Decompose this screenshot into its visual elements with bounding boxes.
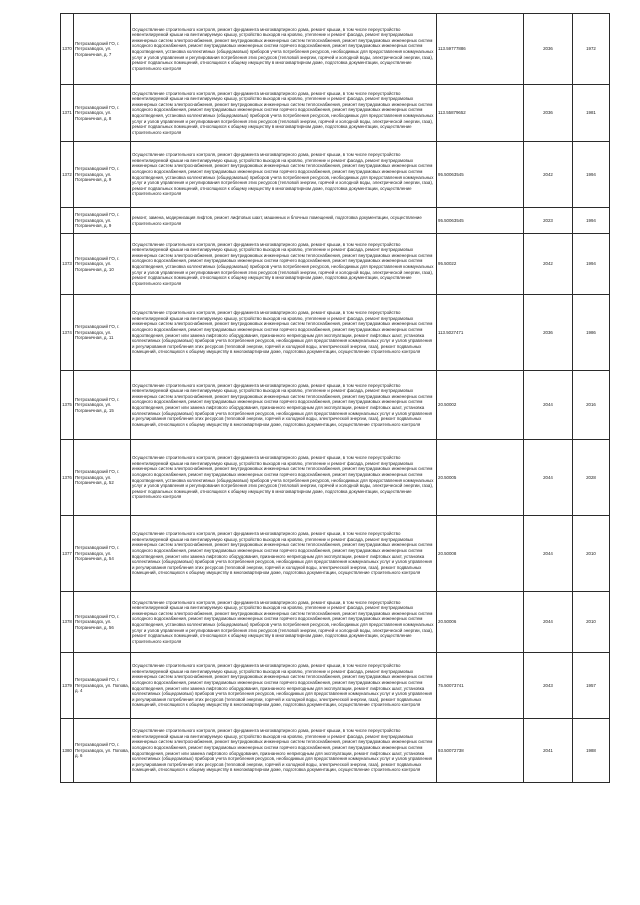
address-cell: Петрозаводский ГО, г. Петрозаводск, ул. Пограничная, д. 9 bbox=[74, 208, 131, 234]
work-description-cell: Осуществление строительного контроля, ремонт фундамента многоквартирного дома, ремонт крыши, в том числе переустройство невентилируемой крыши на вентилируемую крышу, устройство выходов на кровлю, утепление и ремонт фасада, ремонт внутридомовых инженерных систем электроснабжения, ремонт внутридомовых инженерных систем теплоснабжения, ремонт внутридомовых инженерных систем холодного водоснабжения, ремонт внутридомовых инженерных систем горячего водоснабжения, ремонт внутридомовых инженерных систем водоотведения, установка коллективных (общедомовых) приборов учета потребления ресурсов, необходимых для предоставления коммунальных услуг и узлов управления и регулирования потребления этих ресурсов (тепловой энергии, горячей и холодной воды, электрической энергии, газа), ремонт подвальных помещений, относящихся к общему имуществу в многоквартирном доме, подготовка документации, осуществление строительного контроля bbox=[131, 142, 437, 208]
table-row bbox=[61, 653, 610, 719]
build-year-cell: 1957 bbox=[573, 653, 610, 719]
build-year-cell: 1988 bbox=[573, 719, 610, 783]
work-description-cell: Осуществление строительного контроля, ремонт фундамента многоквартирного дома, ремонт крыши, в том числе переустройство невентилируемой крыши на вентилируемую крышу, устройство выходов на кровлю, утепление и ремонт фасада, ремонт внутридомовых инженерных систем электроснабжения, ремонт внутридомовых инженерных систем теплоснабжения, ремонт внутридомовых инженерных систем холодного водоснабжения, ремонт внутридомовых инженерных систем горячего водоснабжения, ремонт внутридомовых инженерных систем водоотведения, ремонт или замена лифтового оборудования, признанного непригодным для эксплуатации, ремонт лифтовых шахт, установка коллективных (общедомовых) приборов учета потребления ресурсов, необходимых для предоставления коммунальных услуг и узлов управления и регулирования потребления этих ресурсов (тепловой энергии, горячей и холодной воды, электрической энергии, газа), ремонт подвальных помещений, относящихся к общему имуществу в многоквартирном доме, подготовка документации, осуществление строительного контроля bbox=[131, 295, 437, 371]
planned-year-cell: 2023 bbox=[524, 208, 573, 234]
address-cell: Петрозаводский ГО, г. Петрозаводск, ул. Попова, д. 4 bbox=[74, 653, 131, 719]
work-description-cell: Осуществление строительного контроля, ремонт фундамента многоквартирного дома, ремонт крыши, в том числе переустройство невентилируемой крыши на вентилируемую крышу, устройство выходов на кровлю, утепление и ремонт фасада, ремонт внутридомовых инженерных систем электроснабжения, ремонт внутридомовых инженерных систем теплоснабжения, ремонт внутридомовых инженерных систем холодного водоснабжения, ремонт внутридомовых инженерных систем горячего водоснабжения, ремонт внутридомовых инженерных систем водоотведения, ремонт или замена лифтового оборудования, признанного непригодным для эксплуатации, ремонт лифтовых шахт, установка коллективных (общедомовых) приборов учета потребления ресурсов, необходимых для предоставления коммунальных услуг и узлов управления и регулирования потребления этих ресурсов (тепловой энергии, горячей и холодной воды, электрической энергии, газа), ремонт подвальных помещений, относящихся к общему имуществу в многоквартирном доме, подготовка документации, осуществление строительного контроля bbox=[131, 371, 437, 440]
work-description-cell: Осуществление строительного контроля, ремонт фундамента многоквартирного дома, ремонт крыши, в том числе переустройство невентилируемой крыши на вентилируемую крышу, устройство выходов на кровлю, утепление и ремонт фасада, ремонт внутридомовых инженерных систем электроснабжения, ремонт внутридомовых инженерных систем теплоснабжения, ремонт внутридомовых инженерных систем холодного водоснабжения, ремонт внутридомовых инженерных систем горячего водоснабжения, ремонт внутридомовых инженерных систем водоотведения, установка коллективных (общедомовых) приборов учета потребления ресурсов, необходимых для предоставления коммунальных услуг и узлов управления и регулирования потребления этих ресурсов (тепловой энергии, горячей и холодной воды, электрической энергии, газа), ремонт подвальных помещений, относящихся к общему имуществу в многоквартирном доме, подготовка документации, осуществление строительного контроля bbox=[131, 234, 437, 295]
row-number: 1377 bbox=[61, 516, 74, 592]
table-row bbox=[61, 234, 610, 295]
build-year-cell: 1981 bbox=[573, 85, 610, 142]
row-number: 1373 bbox=[61, 234, 74, 295]
build-year-cell: 2010 bbox=[573, 592, 610, 653]
build-year-cell: 1994 bbox=[573, 142, 610, 208]
row-number: 1374 bbox=[61, 295, 74, 371]
table-row bbox=[61, 208, 610, 234]
address-cell: Петрозаводский ГО, г. Петрозаводск, ул. Пограничная, д. 56 bbox=[74, 592, 131, 653]
cost-cell: 95.50022 bbox=[437, 234, 524, 295]
cost-cell: 95.50063545 bbox=[437, 208, 524, 234]
work-description-cell: Осуществление строительного контроля, ремонт фундамента многоквартирного дома, ремонт крыши, в том числе переустройство невентилируемой крыши на вентилируемую крышу, устройство выходов на кровлю, утепление и ремонт фасада, ремонт внутридомовых инженерных систем электроснабжения, ремонт внутридомовых инженерных систем теплоснабжения, ремонт внутридомовых инженерных систем холодного водоснабжения, ремонт внутридомовых инженерных систем горячего водоснабжения, ремонт внутридомовых инженерных систем водоотведения, ремонт или замена лифтового оборудования, признанного непригодным для эксплуатации, ремонт лифтовых шахт, установка коллективных (общедомовых) приборов учета потребления ресурсов, необходимых для предоставления коммунальных услуг и узлов управления и регулирования потребления этих ресурсов (тепловой энергии, горячей и холодной воды, электрической энергии, газа), ремонт подвальных помещений, относящихся к общему имуществу в многоквартирном доме, подготовка документации, осуществление строительного контроля bbox=[131, 719, 437, 783]
build-year-cell: 1994 bbox=[573, 234, 610, 295]
planned-year-cell: 2042 bbox=[524, 234, 573, 295]
planned-year-cell: 2044 bbox=[524, 592, 573, 653]
cost-cell: 20.50008 bbox=[437, 516, 524, 592]
work-description-cell: Осуществление строительного контроля, ремонт фундамента многоквартирного дома, ремонт крыши, в том числе переустройство невентилируемой крыши на вентилируемую крышу, устройство выходов на кровлю, утепление и ремонт фасада, ремонт внутридомовых инженерных систем электроснабжения, ремонт внутридомовых инженерных систем теплоснабжения, ремонт внутридомовых инженерных систем холодного водоснабжения, ремонт внутридомовых инженерных систем горячего водоснабжения, ремонт внутридомовых инженерных систем водоотведения, установка коллективных (общедомовых) приборов учета потребления ресурсов, необходимых для предоставления коммунальных услуг и узлов управления и регулирования потребления этих ресурсов (тепловой энергии, горячей и холодной воды, электрической энергии, газа), ремонт подвальных помещений, относящихся к общему имуществу в многоквартирном доме, подготовка документации, осуществление строительного контроля bbox=[131, 592, 437, 653]
build-year-cell: 2010 bbox=[573, 516, 610, 592]
row-number: 1378 bbox=[61, 592, 74, 653]
cost-cell: 113.55879652 bbox=[437, 85, 524, 142]
row-number bbox=[61, 208, 74, 234]
cost-cell: 113.5027471 bbox=[437, 295, 524, 371]
table-row bbox=[61, 142, 610, 208]
planned-year-cell: 2042 bbox=[524, 142, 573, 208]
address-cell: Петрозаводский ГО, г. Петрозаводск, ул. Пограничная, д. 54 bbox=[74, 516, 131, 592]
build-year-cell: 2016 bbox=[573, 371, 610, 440]
cost-cell: 20.50006 bbox=[437, 592, 524, 653]
address-cell: Петрозаводский ГО, г. Петрозаводск, ул. Пограничная, д. 11 bbox=[74, 295, 131, 371]
cost-cell: 20.50002 bbox=[437, 371, 524, 440]
cost-cell: 75.50073741 bbox=[437, 653, 524, 719]
planned-year-cell: 2044 bbox=[524, 516, 573, 592]
row-number: 1370 bbox=[61, 14, 74, 85]
table-row bbox=[61, 719, 610, 783]
row-number: 1376 bbox=[61, 440, 74, 516]
address-cell: Петрозаводский ГО, г. Петрозаводск, ул. Пограничная, д. 10 bbox=[74, 234, 131, 295]
planned-year-cell: 2036 bbox=[524, 85, 573, 142]
work-description-cell: Осуществление строительного контроля, ремонт фундамента многоквартирного дома, ремонт крыши, в том числе переустройство невентилируемой крыши на вентилируемую крышу, устройство выходов на кровлю, утепление и ремонт фасада, ремонт внутридомовых инженерных систем электроснабжения, ремонт внутридомовых инженерных систем теплоснабжения, ремонт внутридомовых инженерных систем холодного водоснабжения, ремонт внутридомовых инженерных систем горячего водоснабжения, ремонт внутридомовых инженерных систем водоотведения, установка коллективных (общедомовых) приборов учета потребления ресурсов, необходимых для предоставления коммунальных услуг и узлов управления и регулирования потребления этих ресурсов (тепловой энергии, горячей и холодной воды, электрической энергии, газа), ремонт подвальных помещений, относящихся к общему имуществу в многоквартирном доме, подготовка документации, осуществление строительного контроля bbox=[131, 440, 437, 516]
row-number: 1371 bbox=[61, 85, 74, 142]
planned-year-cell: 2043 bbox=[524, 653, 573, 719]
build-year-cell: 2028 bbox=[573, 440, 610, 516]
work-description-cell: ремонт, замена, модернизация лифтов, ремонт лифтовых шахт, машинных и блочных помещений, подготовка документации, осуществление строительного контроля bbox=[131, 208, 437, 234]
capital-repair-table bbox=[60, 13, 610, 783]
cost-cell: 93.50072738 bbox=[437, 719, 524, 783]
table-row bbox=[61, 85, 610, 142]
cost-cell: 20.50005 bbox=[437, 440, 524, 516]
planned-year-cell: 2044 bbox=[524, 440, 573, 516]
table-row bbox=[61, 592, 610, 653]
address-cell: Петрозаводский ГО, г. Петрозаводск, ул. Попова, д. 6 bbox=[74, 719, 131, 783]
row-number: 1380 bbox=[61, 719, 74, 783]
row-number: 1372 bbox=[61, 142, 74, 208]
work-description-cell: Осуществление строительного контроля, ремонт фундамента многоквартирного дома, ремонт крыши, в том числе переустройство невентилируемой крыши на вентилируемую крышу, устройство выходов на кровлю, утепление и ремонт фасада, ремонт внутридомовых инженерных систем электроснабжения, ремонт внутридомовых инженерных систем теплоснабжения, ремонт внутридомовых инженерных систем холодного водоснабжения, ремонт внутридомовых инженерных систем горячего водоснабжения, ремонт внутридомовых инженерных систем водоотведения, ремонт или замена лифтового оборудования, признанного непригодным для эксплуатации, ремонт лифтовых шахт, установка коллективных (общедомовых) приборов учета потребления ресурсов, необходимых для предоставления коммунальных услуг и узлов управления и регулирования потребления этих ресурсов (тепловой энергии, горячей и холодной воды, электрической энергии, газа), ремонт подвальных помещений, относящихся к общему имуществу в многоквартирном доме, подготовка документации, осуществление строительного контроля bbox=[131, 653, 437, 719]
cost-cell: 113.59777886 bbox=[437, 14, 524, 85]
row-number: 1379 bbox=[61, 653, 74, 719]
address-cell: Петрозаводский ГО, г. Петрозаводск, ул. Пограничная, д. 8 bbox=[74, 85, 131, 142]
build-year-cell: 1994 bbox=[573, 208, 610, 234]
address-cell: Петрозаводский ГО, г. Петрозаводск, ул. Пограничная, д. 15 bbox=[74, 371, 131, 440]
table-row bbox=[61, 440, 610, 516]
planned-year-cell: 2036 bbox=[524, 295, 573, 371]
work-description-cell: Осуществление строительного контроля, ремонт фундамента многоквартирного дома, ремонт крыши, в том числе переустройство невентилируемой крыши на вентилируемую крышу, устройство выходов на кровлю, утепление и ремонт фасада, ремонт внутридомовых инженерных систем электроснабжения, ремонт внутридомовых инженерных систем теплоснабжения, ремонт внутридомовых инженерных систем холодного водоснабжения, ремонт внутридомовых инженерных систем горячего водоснабжения, ремонт внутридомовых инженерных систем водоотведения, установка коллективных (общедомовых) приборов учета потребления ресурсов, необходимых для предоставления коммунальных услуг и узлов управления и регулирования потребления этих ресурсов (тепловой энергии, горячей и холодной воды, электрической энергии, газа), ремонт подвальных помещений, относящихся к общему имуществу в многоквартирном доме, подготовка документации, осуществление строительного контроля bbox=[131, 85, 437, 142]
build-year-cell: 1972 bbox=[573, 14, 610, 85]
table-body bbox=[61, 14, 610, 783]
table-row bbox=[61, 371, 610, 440]
build-year-cell: 1986 bbox=[573, 295, 610, 371]
table-row bbox=[61, 516, 610, 592]
address-cell: Петрозаводский ГО, г. Петрозаводск, ул. Пограничная, д. 9 bbox=[74, 142, 131, 208]
address-cell: Петрозаводский ГО, г. Петрозаводск, ул. Пограничная, д. 52 bbox=[74, 440, 131, 516]
planned-year-cell: 2044 bbox=[524, 371, 573, 440]
work-description-cell: Осуществление строительного контроля, ремонт фундамента многоквартирного дома, ремонт крыши, в том числе переустройство невентилируемой крыши на вентилируемую крышу, устройство выходов на кровлю, утепление и ремонт фасада, ремонт внутридомовых инженерных систем электроснабжения, ремонт внутридомовых инженерных систем теплоснабжения, ремонт внутридомовых инженерных систем холодного водоснабжения, ремонт внутридомовых инженерных систем горячего водоснабжения, ремонт внутридомовых инженерных систем водоотведения, ремонт или замена лифтового оборудования, признанного непригодным для эксплуатации, ремонт лифтовых шахт, установка коллективных (общедомовых) приборов учета потребления ресурсов, необходимых для предоставления коммунальных услуг и узлов управления и регулирования потребления этих ресурсов (тепловой энергии, горячей и холодной воды, электрической энергии, газа), ремонт подвальных помещений, относящихся к общему имуществу в многоквартирном доме, подготовка документации, осуществление строительного контроля bbox=[131, 516, 437, 592]
work-description-cell: Осуществление строительного контроля, ремонт фундамента многоквартирного дома, ремонт крыши, в том числе переустройство невентилируемой крыши на вентилируемую крышу, устройство выходов на кровлю, утепление и ремонт фасада, ремонт внутридомовых инженерных систем электроснабжения, ремонт внутридомовых инженерных систем теплоснабжения, ремонт внутридомовых инженерных систем холодного водоснабжения, ремонт внутридомовых инженерных систем горячего водоснабжения, ремонт внутридомовых инженерных систем водоотведения, установка коллективных (общедомовых) приборов учета потребления ресурсов, необходимых для предоставления коммунальных услуг и узлов управления и регулирования потребления этих ресурсов (тепловой энергии, горячей и холодной воды, электрической энергии, газа), ремонт подвальных помещений, относящихся к общему имуществу в многоквартирном доме, подготовка документации, осуществление строительного контроля bbox=[131, 14, 437, 85]
cost-cell: 95.50063545 bbox=[437, 142, 524, 208]
planned-year-cell: 2036 bbox=[524, 14, 573, 85]
row-number: 1375 bbox=[61, 371, 74, 440]
table-row bbox=[61, 14, 610, 85]
table-row bbox=[61, 295, 610, 371]
planned-year-cell: 2041 bbox=[524, 719, 573, 783]
address-cell: Петрозаводский ГО, г. Петрозаводск, ул. Пограничная, д. 7 bbox=[74, 14, 131, 85]
